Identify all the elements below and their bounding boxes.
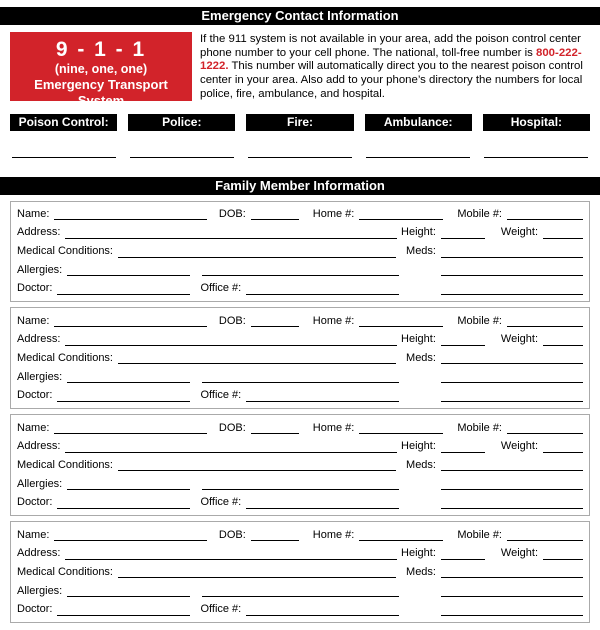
- dob-blank-line: [251, 314, 299, 327]
- 911-red-box: [10, 32, 192, 108]
- poison-control-label: Poison Control:: [10, 114, 117, 131]
- intro-text-before: If the 911 system is not available in your area, add the poison control center phone number to your cell phone. The national, toll-free number is: [200, 33, 581, 59]
- dob-blank-line: [251, 207, 299, 220]
- allergies-label: Allergies:: [17, 584, 63, 597]
- home-phone-label: Home #:: [312, 528, 355, 541]
- mobile-phone-blank-line: [507, 421, 583, 434]
- meds-continued-blank-line: [441, 477, 583, 490]
- doctor-label: Doctor:: [17, 389, 53, 402]
- office-phone-label: Office #:: [200, 282, 242, 295]
- home-phone-blank-line: [359, 528, 443, 541]
- meds-label: Meds:: [406, 458, 436, 471]
- medical-conditions-row: [17, 242, 583, 261]
- weight-blank-line: [543, 226, 583, 239]
- meds-blank-line: [441, 458, 583, 471]
- 911-number: 9 - 1 - 1: [55, 38, 147, 61]
- mobile-phone-label: Mobile #:: [457, 528, 502, 541]
- doctor-blank-line: [57, 496, 190, 509]
- name-label: Name:: [17, 528, 50, 541]
- address-label: Address:: [17, 333, 61, 346]
- hospital-label: Hospital:: [483, 114, 590, 131]
- name-row: [17, 311, 583, 330]
- meds-continued-blank-line: [441, 263, 583, 276]
- weight-label: Weight:: [500, 547, 538, 560]
- mobile-phone-blank-line: [507, 207, 583, 220]
- address-blank-line: [65, 440, 397, 453]
- allergies-row: [17, 581, 583, 600]
- meds-continued-blank-line: [441, 584, 583, 597]
- meds-continued-blank-line: [441, 496, 583, 509]
- allergies-row: [17, 260, 583, 279]
- medical-conditions-row: [17, 349, 583, 368]
- 911-words: (nine, one, one): [54, 62, 148, 76]
- office-phone-label: Office #:: [200, 496, 242, 509]
- address-blank-line: [65, 226, 397, 239]
- dob-blank-line: [251, 528, 299, 541]
- meds-continued-blank-line: [441, 603, 583, 616]
- address-label: Address:: [17, 226, 61, 239]
- ambulance-label: Ambulance:: [365, 114, 472, 131]
- allergies-blank-line: [67, 370, 190, 383]
- name-row: [17, 418, 583, 437]
- name-label: Name:: [17, 207, 50, 220]
- name-blank-line: [54, 314, 206, 327]
- office-phone-label: Office #:: [200, 389, 242, 402]
- mobile-phone-label: Mobile #:: [457, 314, 502, 327]
- medical-conditions-label: Medical Conditions:: [17, 458, 113, 471]
- allergies-continued-blank-line: [202, 477, 399, 490]
- meds-continued-blank-line: [441, 282, 583, 295]
- name-label: Name:: [17, 421, 50, 434]
- doctor-label: Doctor:: [17, 282, 53, 295]
- medical-conditions-label: Medical Conditions:: [17, 245, 113, 257]
- doctor-blank-line: [57, 603, 190, 616]
- doctor-label: Doctor:: [17, 496, 53, 509]
- address-label: Address:: [17, 547, 61, 560]
- medical-conditions-blank-line: [118, 245, 396, 258]
- allergies-row: [17, 474, 583, 493]
- address-label: Address:: [17, 440, 61, 453]
- doctor-row: [17, 600, 583, 619]
- meds-blank-line: [441, 245, 583, 258]
- police-blank-line: [130, 153, 234, 158]
- allergies-blank-line: [67, 584, 190, 597]
- meds-blank-line: [441, 351, 583, 364]
- home-phone-label: Home #:: [312, 421, 355, 434]
- mobile-phone-blank-line: [507, 314, 583, 327]
- dob-label: DOB:: [218, 528, 246, 541]
- medical-conditions-row: [17, 563, 583, 582]
- name-label: Name:: [17, 314, 50, 327]
- family-member-block: [10, 201, 590, 303]
- name-blank-line: [54, 421, 206, 434]
- weight-blank-line: [543, 547, 583, 560]
- meds-continued-blank-line: [441, 370, 583, 383]
- allergies-blank-line: [67, 263, 190, 276]
- meds-continued-blank-line: [441, 389, 583, 402]
- address-row: [17, 544, 583, 563]
- 911-subtitle: Emergency Transport System: [34, 77, 168, 108]
- height-blank-line: [441, 226, 485, 239]
- height-blank-line: [441, 547, 485, 560]
- height-blank-line: [441, 333, 485, 346]
- allergies-continued-blank-line: [202, 263, 399, 276]
- ambulance-blank-line: [366, 153, 470, 158]
- info-section: [10, 32, 590, 108]
- dob-blank-line: [251, 421, 299, 434]
- medical-conditions-label: Medical Conditions:: [17, 351, 113, 364]
- family-member-block: [10, 307, 590, 409]
- allergies-row: [17, 367, 583, 386]
- name-blank-line: [54, 207, 206, 220]
- family-member-block: [10, 414, 590, 516]
- allergies-label: Allergies:: [17, 370, 63, 383]
- doctor-blank-line: [57, 282, 190, 295]
- address-row: [17, 330, 583, 349]
- fire-blank-line: [248, 153, 352, 158]
- doctor-row: [17, 493, 583, 512]
- weight-label: Weight:: [500, 226, 538, 239]
- allergies-blank-line: [67, 477, 190, 490]
- office-phone-blank-line: [246, 282, 399, 295]
- weight-blank-line: [543, 440, 583, 453]
- address-blank-line: [65, 333, 397, 346]
- dob-label: DOB:: [218, 314, 246, 327]
- dob-label: DOB:: [218, 207, 246, 220]
- doctor-row: [17, 279, 583, 298]
- name-row: [17, 525, 583, 544]
- home-phone-label: Home #:: [312, 207, 355, 220]
- medical-conditions-blank-line: [118, 351, 396, 364]
- office-phone-blank-line: [246, 603, 399, 616]
- fire-label: Fire:: [246, 114, 353, 131]
- family-member-block: [10, 521, 590, 623]
- doctor-row: [17, 386, 583, 405]
- address-row: [17, 437, 583, 456]
- medical-conditions-blank-line: [118, 565, 396, 578]
- home-phone-blank-line: [359, 421, 443, 434]
- home-phone-label: Home #:: [312, 314, 355, 327]
- emergency-contact-header: Emergency Contact Information: [0, 7, 600, 25]
- allergies-label: Allergies:: [17, 477, 63, 490]
- home-phone-blank-line: [359, 207, 443, 220]
- office-phone-blank-line: [246, 389, 399, 402]
- weight-blank-line: [543, 333, 583, 346]
- weight-label: Weight:: [500, 440, 538, 453]
- mobile-phone-label: Mobile #:: [457, 421, 502, 434]
- mobile-phone-blank-line: [507, 528, 583, 541]
- meds-label: Meds:: [406, 351, 436, 364]
- doctor-label: Doctor:: [17, 603, 53, 616]
- family-member-header: Family Member Information: [0, 177, 600, 195]
- poison-control-blank-line: [12, 153, 116, 158]
- hospital-blank-line: [484, 153, 588, 158]
- office-phone-blank-line: [246, 496, 399, 509]
- doctor-blank-line: [57, 389, 190, 402]
- allergies-label: Allergies:: [17, 263, 63, 276]
- address-row: [17, 223, 583, 242]
- height-label: Height:: [401, 333, 436, 346]
- height-blank-line: [441, 440, 485, 453]
- intro-paragraph: [200, 32, 590, 102]
- medical-conditions-label: Medical Conditions:: [17, 565, 113, 578]
- name-row: [17, 205, 583, 224]
- police-label: Police:: [128, 114, 235, 131]
- weight-label: Weight:: [500, 333, 538, 346]
- mobile-phone-label: Mobile #:: [457, 207, 502, 220]
- medical-conditions-blank-line: [118, 458, 396, 471]
- height-label: Height:: [401, 226, 436, 239]
- contact-blank-lines-row: [10, 153, 590, 159]
- meds-label: Meds:: [406, 565, 436, 578]
- meds-label: Meds:: [406, 245, 436, 257]
- medical-conditions-row: [17, 456, 583, 475]
- height-label: Height:: [401, 440, 436, 453]
- name-blank-line: [54, 528, 206, 541]
- contact-labels-row: [10, 114, 590, 131]
- address-blank-line: [65, 547, 397, 560]
- meds-blank-line: [441, 565, 583, 578]
- home-phone-blank-line: [359, 314, 443, 327]
- intro-text-after: This number will automatically direct you to the nearest poison control center in your area. Also add to your phone’s directory the numbers for local police, fire, ambulance, and hospital.: [200, 60, 583, 100]
- allergies-continued-blank-line: [202, 370, 399, 383]
- height-label: Height:: [401, 547, 436, 560]
- office-phone-label: Office #:: [200, 603, 242, 616]
- allergies-continued-blank-line: [202, 584, 399, 597]
- poison-control-phone-number: 800-222-1222.: [200, 46, 582, 73]
- dob-label: DOB:: [218, 421, 246, 434]
